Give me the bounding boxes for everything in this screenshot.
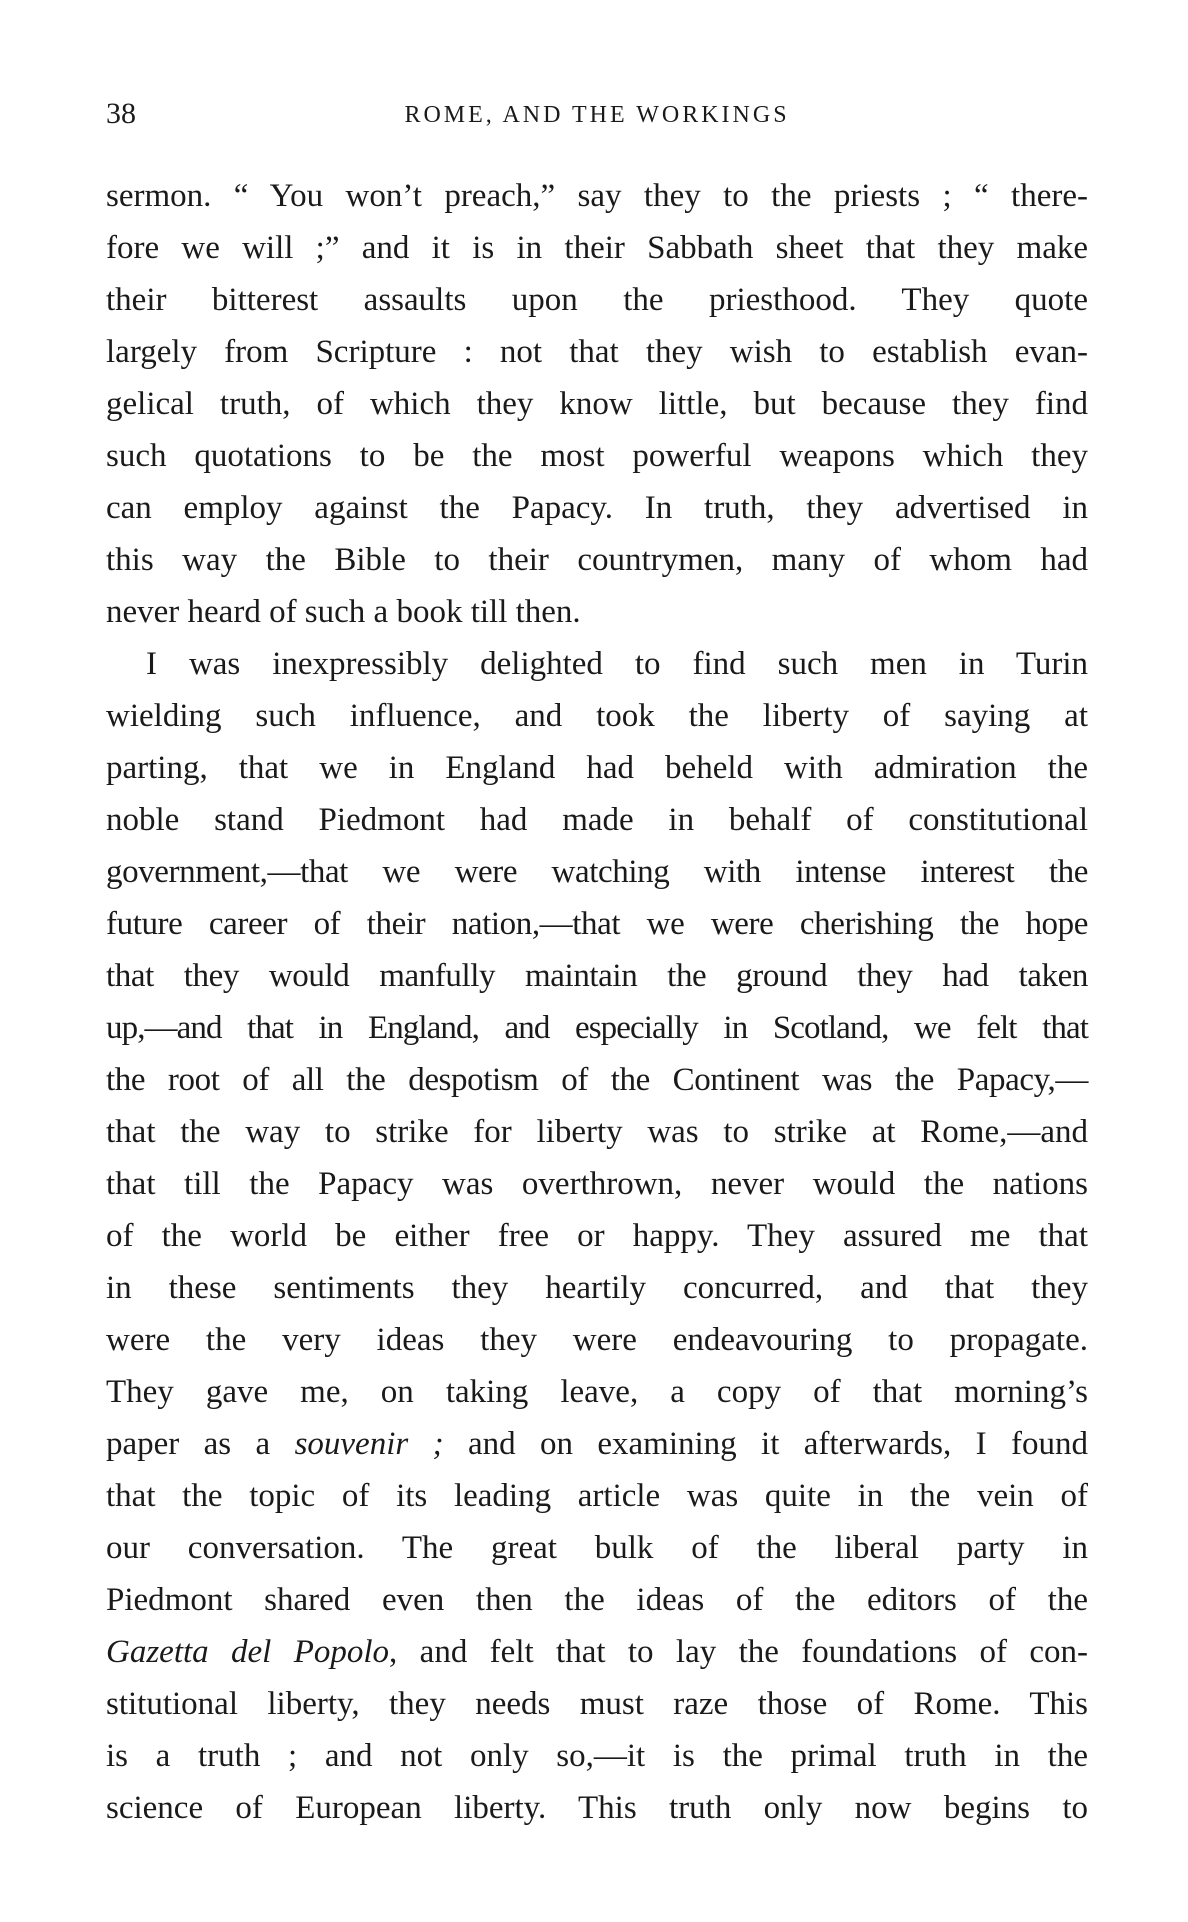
text-line: largely from Scripture : not that they wish to establish evan- bbox=[106, 334, 1088, 370]
text-line-with-italic bbox=[106, 1418, 1088, 1470]
body-text bbox=[106, 170, 1088, 1834]
text-line: Piedmont shared even then the ideas of the editors of the bbox=[106, 1582, 1088, 1618]
text-line: that the topic of its leading article was quite in the vein of bbox=[106, 1478, 1088, 1514]
text-line: the root of all the despotism of the Continent was the Papacy,— bbox=[106, 1062, 1088, 1098]
text-line: that till the Papacy was overthrown, never would the nations bbox=[106, 1166, 1088, 1202]
running-title: ROME, AND THE WORKINGS bbox=[404, 102, 790, 128]
text-line: government,—that we were watching with intense interest the bbox=[106, 854, 1088, 890]
text-line: can employ against the Papacy. In truth, they advertised in bbox=[106, 490, 1088, 526]
text-line: our conversation. The great bulk of the liberal party in bbox=[106, 1530, 1088, 1566]
text-line: noble stand Piedmont had made in behalf of constitutional bbox=[106, 802, 1088, 838]
text-line: science of European liberty. This truth only now begins to bbox=[106, 1790, 1088, 1826]
text-line: this way the Bible to their countrymen, many of whom had bbox=[106, 542, 1088, 578]
paragraph-last-line: never heard of such a book till then. bbox=[106, 594, 581, 630]
text-line: such quotations to be the most powerful weapons which they bbox=[106, 438, 1088, 474]
text-line: is a truth ; and not only so,—it is the primal truth in the bbox=[106, 1738, 1088, 1774]
running-head bbox=[106, 96, 1088, 132]
text-line: parting, that we in England had beheld with admiration the bbox=[106, 750, 1088, 786]
italic-run: souvenir ; bbox=[294, 1426, 444, 1462]
text-line-with-italic bbox=[106, 1626, 1088, 1678]
text-line: fore we will ;” and it is in their Sabbath sheet that they make bbox=[106, 230, 1088, 266]
text-line: of the world be either free or happy. They assured me that bbox=[106, 1218, 1088, 1254]
text-line: future career of their nation,—that we were cherishing the hope bbox=[106, 906, 1088, 942]
paragraph-first-line: I was inexpressibly delighted to find such men in Turin bbox=[146, 646, 1088, 682]
text-line: that the way to strike for liberty was to strike at Rome,—and bbox=[106, 1114, 1088, 1150]
text-line: They gave me, on taking leave, a copy of that morning’s bbox=[106, 1374, 1088, 1410]
text-line: in these sentiments they heartily concurred, and that they bbox=[106, 1270, 1088, 1306]
text-line: that they would manfully maintain the ground they had taken bbox=[106, 958, 1088, 994]
text-line: sermon. “ You won’t preach,” say they to the priests ; “ there- bbox=[106, 178, 1088, 214]
text-run: paper as a bbox=[106, 1426, 295, 1462]
text-line: up,—and that in England, and especially in Scotland, we felt that bbox=[106, 1010, 1088, 1046]
text-line: stitutional liberty, they needs must raze those of Rome. This bbox=[106, 1686, 1088, 1722]
page-number: 38 bbox=[106, 97, 136, 130]
italic-run: Gazetta del Popolo bbox=[106, 1634, 390, 1670]
text-line: were the very ideas they were endeavouring to propagate. bbox=[106, 1322, 1088, 1358]
text-line: wielding such influence, and took the liberty of saying at bbox=[106, 698, 1088, 734]
text-line: their bitterest assaults upon the priesthood. They quote bbox=[106, 282, 1088, 318]
text-run: and on examining it afterwards, I found bbox=[443, 1426, 1088, 1462]
text-run: , and felt that to lay the foundations of con- bbox=[389, 1634, 1088, 1670]
text-line: gelical truth, of which they know little, but because they find bbox=[106, 386, 1088, 422]
